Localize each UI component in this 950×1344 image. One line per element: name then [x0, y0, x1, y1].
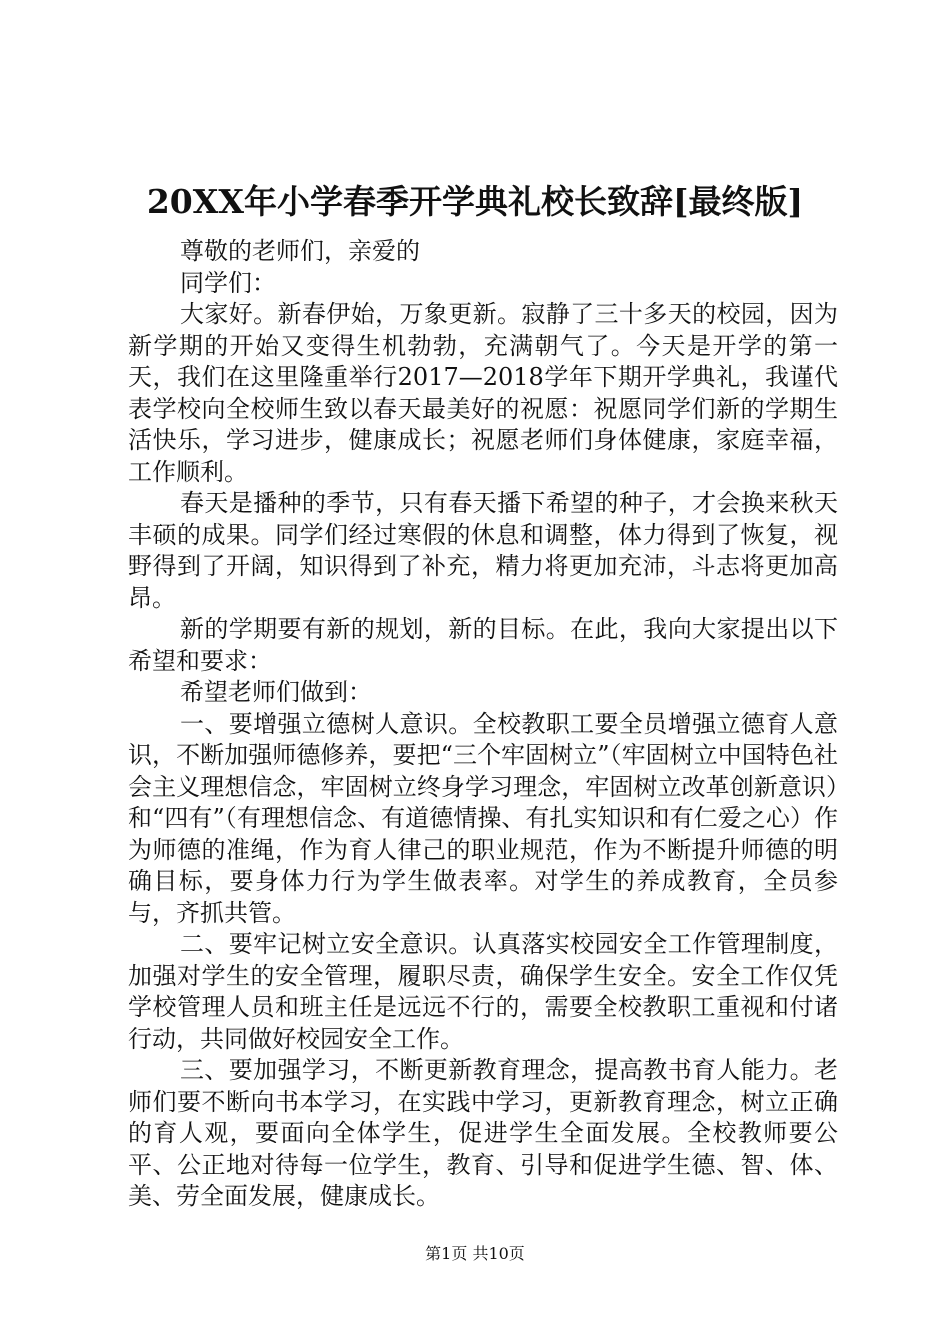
paragraph-point-3: 三、要加强学习，不断更新教育理念，提高教书育人能力。老师们要不断向书本学习，在实践中学习，更新教育理念，树立正确的育人观，要面向全体学生，促进学生全面发展。全校教师要公平、公正地对待每一位学生，教育、引导和促进学生德、智、体、美、劳全面发展，健康成长。: [128, 1056, 838, 1210]
greeting-line-2: 同学们：: [180, 268, 276, 297]
paragraph-point-2: 二、要牢记树立安全意识。认真落实校园安全工作管理制度，加强对学生的安全管理，履职尽责，确保学生安全。安全工作仅凭学校管理人员和班主任是远远不行的，需要全校教职工重视和付诸行动，共同做好校园安全工作。: [128, 930, 838, 1053]
paragraph-spring: 春天是播种的季节，只有春天播下希望的种子，才会换来秋天丰硕的成果。同学们经过寒假的休息和调整，体力得到了恢复，视野得到了开阔，知识得到了补充，精力将更加充沛，斗志将更加高昂。: [128, 489, 838, 612]
document-body: [128, 236, 838, 1213]
paragraph-new-term: 新的学期要有新的规划，新的目标。在此，我向大家提出以下希望和要求：: [128, 615, 838, 675]
document-title: 20XX年小学春季开学典礼校长致辞[最终版]: [146, 182, 804, 221]
greeting-line-1: 尊敬的老师们，亲爱的: [180, 237, 420, 265]
page-footer: 第1页 共10页: [425, 1244, 525, 1263]
paragraph-point-1: 一、要增强立德树人意识。全校教职工要全员增强立德育人意识，不断加强师德修养，要把“三个牢固树立”（牢固树立中国特色社会主义理想信念，牢固树立终身学习理念，牢固树立改革创新意识）和“四有”（有理想信念、有道德情操、有扎实知识和有仁爱之心）作为师德的准绳，作为育人律己的职业规范，作为不断提升师德的明确目标，要身体力行为学生做表率。对学生的养成教育，全员参与，齐抓共管。: [128, 709, 838, 927]
paragraph-teachers-heading: 希望老师们做到：: [180, 678, 372, 706]
paragraph-intro: 大家好。新春伊始，万象更新。寂静了三十多天的校园，因为新学期的开始又变得生机勃勃，充满朝气了。今天是开学的第一天，我们在这里隆重举行2017—2018学年下期开学典礼，我谨代表学校向全校师生致以春天最美好的祝愿：祝愿同学们新的学期生活快乐，学习进步，健康成长；祝愿老师们身体健康，家庭幸福，工作顺利。: [128, 300, 838, 486]
